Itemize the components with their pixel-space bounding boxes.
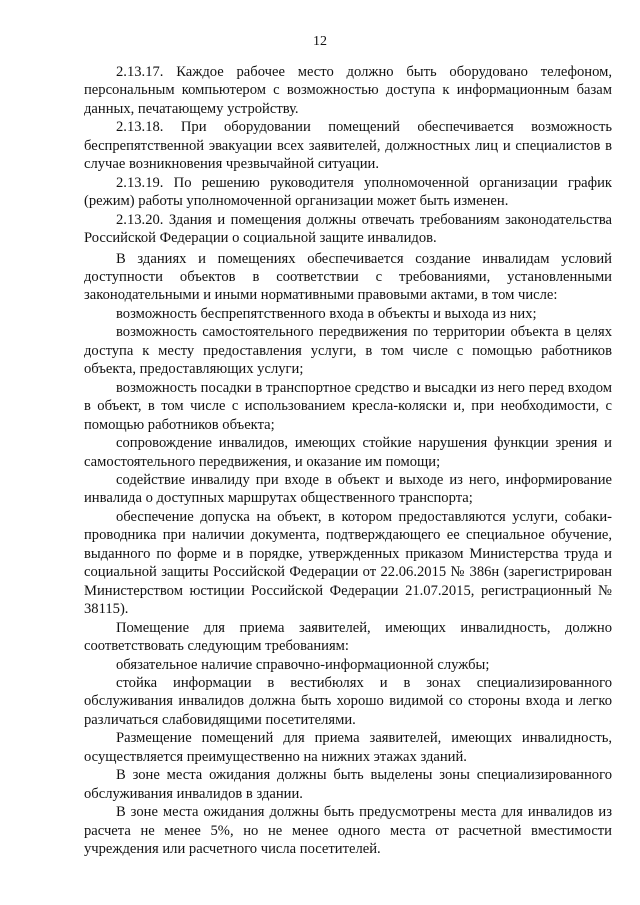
paragraph-lower-floors: Размещение помещений для приема заявителей, имеющих инвалидность, осуществляется преимущественно на нижних этажах зданий. [84, 730, 612, 765]
paragraph-2-13-18: 2.13.18. При оборудовании помещений обеспечивается возможность беспрепятственной эвакуации всех заявителей, должностных лиц и специалистов в случае возникновения чрезвычайной ситуации. [84, 119, 612, 173]
paragraph-waiting-zone: В зоне места ожидания должны быть выделены зоны специализированного обслуживания инвалидов в здании. [84, 767, 612, 802]
list-item-assistance-routes: содействие инвалиду при входе в объект и выходе из него, информирование инвалида о доступных маршрутах общественного транспорта; [84, 471, 612, 507]
paragraph-accessibility-conditions: В зданиях и помещениях обеспечивается создание инвалидам условий доступности объектов в соответствии с требованиями, установленными законодательными и иными нормативными правовыми актами, в том числе: [84, 250, 612, 304]
list-item-free-entry: возможность беспрепятственного входа в объекты и выхода из них; [116, 305, 537, 322]
document-body [84, 63, 612, 858]
list-item-boarding-transport: возможность посадки в транспортное средство и высадки из него перед входом в объект, в том числе с использованием кресла-коляски и, при необходимости, с помощью работников объекта; [84, 379, 612, 433]
list-item-info-stand: стойка информации в вестибюлях и в зонах специализированного обслуживания инвалидов должна быть хорошо видимой со стороны входа и легко различаться слабовидящими посетителями. [84, 674, 612, 728]
paragraph-2-13-20: 2.13.20. Здания и помещения должны отвечать требованиям законодательства Российской Федерации о социальной защите инвалидов. [84, 211, 612, 247]
paragraph-2-13-19: 2.13.19. По решению руководителя уполномоченной организации график (режим) работы уполномоченной организации может быть изменен. [84, 174, 612, 210]
paragraph-waiting-places: В зоне места ожидания должны быть предусмотрены места для инвалидов из расчета не менее 5%, но не менее одного места от расчетной вместимости учреждения или расчетного числа посетителей. [84, 804, 612, 858]
page-number: 12 [313, 34, 327, 49]
list-item-guide-dog: обеспечение допуска на объект, в котором предоставляются услуги, собаки-проводника при наличии документа, подтверждающего ее специальное обучение, выданного по форме и в порядке, утвержденных приказом Министерства труда и социальной защиты Российской Федерации от 22.06.2015 № 386н (зарегистрирован Министерством юстиции Российской Федерации 21.07.2015, регистрационный № 38115). [84, 508, 612, 618]
paragraph-2-13-17: 2.13.17. Каждое рабочее место должно быть оборудовано телефоном, персональным компьютером с возможностью доступа к информационным базам данных, печатающему устройству. [84, 64, 612, 117]
paragraph-reception-room-requirements: Помещение для приема заявителей, имеющих инвалидность, должно соответствовать следующим требованиям: [84, 619, 612, 655]
list-item-independent-movement: возможность самостоятельного передвижения по территории объекта в целях доступа к месту предоставления услуги, в том числе с помощью работников объекта, предоставляющих услуги; [84, 324, 612, 378]
list-item-escort: сопровождение инвалидов, имеющих стойкие нарушения функции зрения и самостоятельного передвижения, и оказание им помощи; [84, 435, 612, 470]
list-item-help-desk: обязательное наличие справочно-информационной службы; [116, 656, 490, 673]
